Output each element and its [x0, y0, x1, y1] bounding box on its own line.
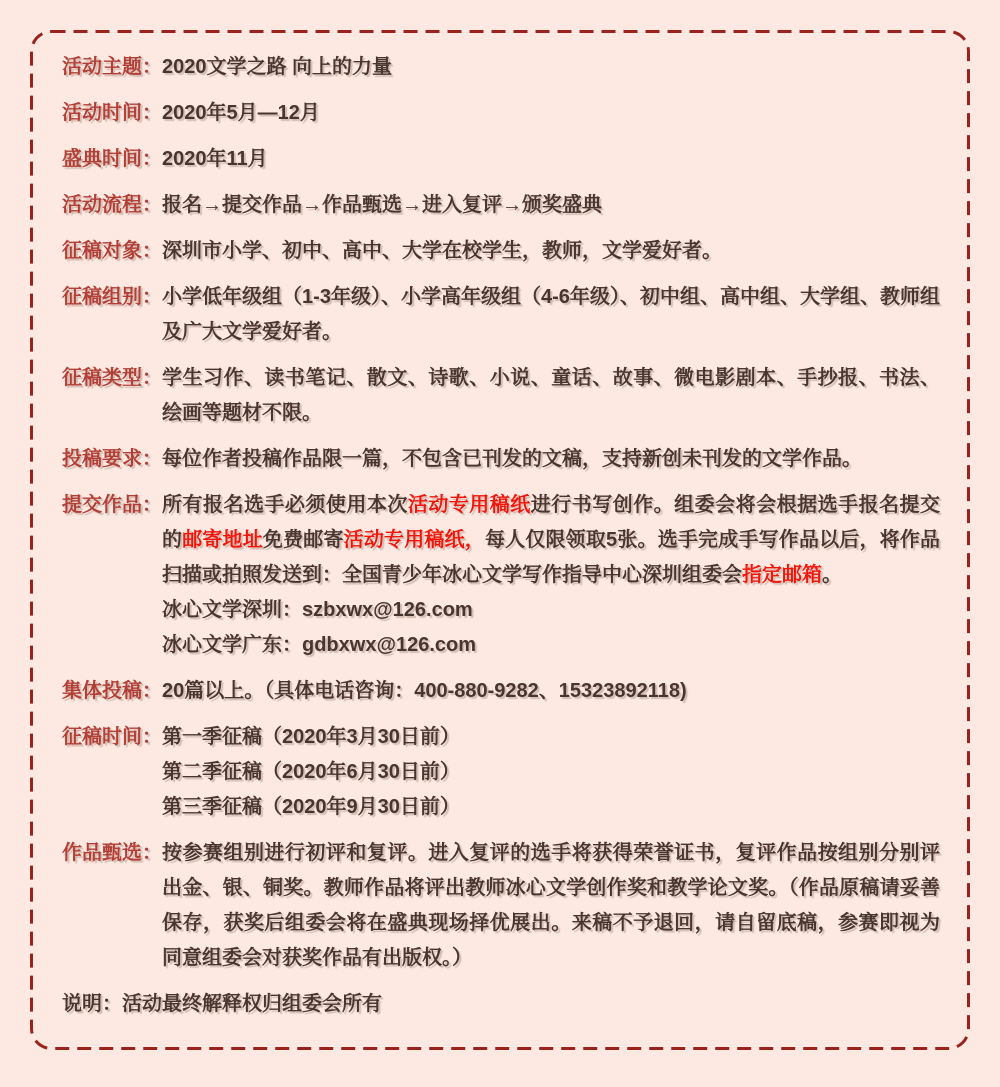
- text-segment: 2020年5月—12月: [162, 102, 320, 124]
- row-paragraph: [122, 987, 940, 1022]
- row-content: [162, 674, 940, 709]
- row-line: 第二季征稿（2020年6月30日前）: [162, 761, 460, 783]
- row-label: 征稿对象：: [62, 240, 162, 262]
- info-row: [62, 836, 940, 976]
- text-segment: 报名→提交作品→作品甄选→进入复评→颁奖盛典: [162, 194, 602, 216]
- row-paragraph: [162, 50, 940, 85]
- row-label: 集体投稿：: [62, 680, 162, 702]
- highlighted-text: 指定邮箱: [742, 564, 822, 586]
- highlighted-text: 活动专用稿纸，: [343, 529, 485, 551]
- row-label: 征稿组别：: [62, 286, 162, 308]
- row-content: [162, 280, 940, 350]
- text-segment: 小学低年级组（1-3年级）、小学高年级组（4-6年级）、初中组、高中组、大学组、教师组及广大文学爱好者。: [162, 286, 940, 343]
- info-row: [62, 96, 940, 131]
- text-segment: 2020年11月: [162, 148, 268, 170]
- row-content: [162, 720, 940, 825]
- info-row: [62, 720, 940, 825]
- text-segment: 学生习作、读书笔记、散文、诗歌、小说、童话、故事、微电影剧本、手抄报、书法、绘画等题材不限。: [162, 367, 940, 424]
- highlighted-text: 邮寄地址: [182, 529, 263, 551]
- row-label: 投稿要求：: [62, 448, 162, 470]
- row-line: 冰心文学广东：gdbxwx@126.com: [162, 634, 477, 656]
- text-segment: 免费邮寄: [262, 529, 344, 551]
- row-content: [162, 188, 940, 223]
- row-paragraph: [162, 280, 940, 350]
- row-paragraph: [162, 234, 940, 269]
- row-label: 活动主题：: [62, 56, 162, 78]
- info-row: [62, 488, 940, 663]
- row-content: [162, 234, 940, 269]
- row-label: 说明：: [62, 993, 122, 1015]
- text-segment: 活动最终解释权归组委会所有: [122, 993, 382, 1015]
- info-row: [62, 188, 940, 223]
- text-segment: 进行书写创作。组委会将会根据选手报名提交的: [162, 494, 941, 551]
- text-segment: 。: [822, 564, 842, 586]
- row-content: [162, 836, 940, 976]
- info-row: [62, 50, 940, 85]
- row-label: 作品甄选：: [62, 842, 162, 864]
- info-row: [62, 442, 940, 477]
- row-paragraph: [162, 361, 940, 431]
- row-paragraph: [162, 836, 940, 976]
- info-row: [62, 361, 940, 431]
- row-label: 盛典时间：: [62, 148, 162, 170]
- row-label: 征稿类型：: [62, 367, 162, 389]
- row-content: [122, 987, 940, 1022]
- text-segment: 深圳市小学、初中、高中、大学在校学生，教师，文学爱好者。: [162, 240, 722, 262]
- info-row: [62, 234, 940, 269]
- row-paragraph: [162, 96, 940, 131]
- row-label: 提交作品：: [62, 494, 162, 516]
- text-segment: 每位作者投稿作品限一篇，不包含已刊发的文稿，支持新创未刊发的文学作品。: [162, 448, 862, 470]
- highlighted-text: 活动专用稿纸: [407, 494, 531, 516]
- text-segment: 每人仅限领取5张。选手完成手写作品以后，将作品扫描或拍照发送到：全国青少年冰心文学写作指导中心深圳组委会: [162, 529, 941, 586]
- row-content: [162, 50, 940, 85]
- row-paragraph: [162, 488, 940, 593]
- info-row: [62, 142, 940, 177]
- text-segment: 第一季征稿（2020年3月30日前）: [162, 726, 460, 748]
- text-segment: 20篇以上。（具体电话咨询：400-880-9282、15323892118): [162, 680, 687, 702]
- info-row: [62, 674, 940, 709]
- row-line: 第三季征稿（2020年9月30日前）: [162, 796, 460, 818]
- row-content: [162, 442, 940, 477]
- row-content: [162, 142, 940, 177]
- text-segment: 按参赛组别进行初评和复评。进入复评的选手将获得荣誉证书，复评作品按组别分别评出金、银、铜奖。教师作品将评出教师冰心文学创作奖和教学论文奖。（作品原稿请妥善保存，获奖后组委会将在盛典现场择优展出。来稿不予退回，请自留底稿，参赛即视为同意组委会对获奖作品有出版权。）: [162, 842, 940, 969]
- row-label: 活动流程：: [62, 194, 162, 216]
- text-segment: 所有报名选手必须使用本次: [162, 494, 408, 516]
- text-segment: 2020文学之路 向上的力量: [162, 56, 393, 78]
- row-line: 冰心文学深圳：szbxwx@126.com: [162, 599, 473, 621]
- row-paragraph: [162, 142, 940, 177]
- row-content: [162, 96, 940, 131]
- row-label: 活动时间：: [62, 102, 162, 124]
- info-row: [62, 280, 940, 350]
- row-paragraph: [162, 188, 940, 223]
- row-paragraph: [162, 674, 940, 709]
- row-paragraph: [162, 720, 940, 755]
- info-panel: [33, 33, 967, 1047]
- row-content: [162, 488, 940, 663]
- row-content: [162, 361, 940, 431]
- info-row: [62, 987, 940, 1022]
- row-paragraph: [162, 442, 940, 477]
- row-label: 征稿时间：: [62, 726, 162, 748]
